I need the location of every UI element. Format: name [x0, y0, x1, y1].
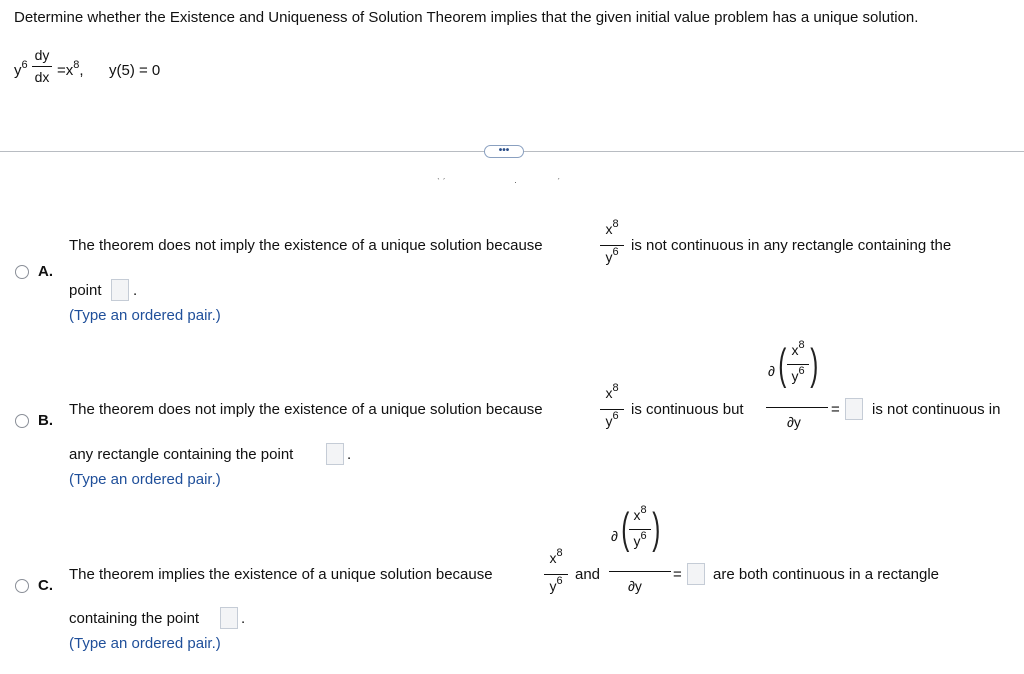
partial-symbol: ∂ [611, 528, 618, 544]
option-c-hint: (Type an ordered pair.) [69, 635, 221, 652]
frac-y-exp: 6 [556, 575, 563, 587]
option-a-line2: point [69, 282, 102, 299]
option-a-hint: (Type an ordered pair.) [69, 307, 221, 324]
frac-x-exp: 8 [640, 504, 647, 516]
eq-y: y [14, 62, 22, 79]
option-c-derivative-input[interactable] [687, 563, 705, 585]
eq-x: x [65, 62, 74, 79]
frac-y: y [605, 413, 613, 429]
partial-artifact: ˊ [557, 177, 560, 187]
option-c-text-mid: and [575, 566, 601, 583]
partial-symbol: ∂ [768, 363, 775, 379]
frac-y-exp: 6 [798, 365, 805, 377]
question-prompt: Determine whether the Existence and Uniqueness of Solution Theorem implies that the given initial value problem has a unique solution. [14, 9, 919, 26]
partial-dy: ∂y [628, 578, 642, 594]
right-paren: ) [652, 504, 661, 553]
eq-y-exp: 6 [21, 59, 28, 71]
frac-x: x [605, 221, 613, 237]
partial-artifact: · [514, 177, 517, 187]
option-b-fraction [600, 381, 624, 439]
inner-fraction [787, 340, 809, 392]
frac-y: y [605, 249, 613, 265]
option-b-radio[interactable] [15, 414, 29, 428]
frac-x: x [549, 550, 557, 566]
frac-y: y [791, 368, 799, 384]
frac-x-exp: 8 [612, 382, 619, 394]
option-c-radio[interactable] [15, 579, 29, 593]
option-a-radio[interactable] [15, 265, 29, 279]
option-c-equals: = [673, 566, 682, 583]
option-c-text-after: are both continuous in a rectangle [713, 566, 939, 583]
right-paren: ) [810, 340, 819, 389]
eq-dx: dx [34, 69, 50, 85]
frac-x-exp: 8 [798, 339, 805, 351]
option-c-line2: containing the point [69, 610, 200, 627]
option-b-derivative-input[interactable] [845, 398, 863, 420]
partial-artifact: ˋ ˊ [437, 177, 446, 187]
frac-y-exp: 6 [612, 410, 619, 422]
option-a-text-after: is not continuous in any rectangle containing the [631, 237, 952, 254]
option-b-text-mid: is continuous but [631, 401, 744, 418]
option-a-period: . [133, 282, 138, 299]
partial-bar [609, 571, 671, 572]
frac-y: y [633, 533, 641, 549]
option-c-text-before: The theorem implies the existence of a unique solution because [69, 566, 493, 583]
option-b-letter[interactable]: B. [38, 412, 53, 429]
frac-x-exp: 8 [556, 547, 563, 559]
left-paren: ( [621, 504, 630, 553]
frac-x: x [633, 507, 641, 523]
option-b-equals: = [831, 401, 840, 418]
option-b-line2: any rectangle containing the point [69, 446, 294, 463]
option-b-text-after: is not continuous in [872, 401, 1001, 418]
option-b-text-before: The theorem does not imply the existence of a unique solution because [69, 401, 543, 418]
option-c-period: . [241, 610, 246, 627]
option-a-letter[interactable]: A. [38, 263, 53, 280]
option-c-fraction [544, 546, 568, 604]
eq-x-exp: 8 [73, 59, 80, 71]
option-c-point-input[interactable] [220, 607, 238, 629]
option-b-period: . [347, 446, 352, 463]
option-b-point-input[interactable] [326, 443, 344, 465]
eq-dy: dy [34, 47, 50, 63]
frac-x-exp: 8 [612, 218, 619, 230]
partial-bar [766, 407, 828, 408]
inner-fraction [629, 505, 651, 557]
more-options-button[interactable]: ••• [484, 145, 524, 158]
eq-initial-condition: y(5) = 0 [109, 62, 161, 79]
frac-y: y [549, 578, 557, 594]
option-c-letter[interactable]: C. [38, 577, 53, 594]
eq-derivative-fraction [32, 48, 52, 88]
option-a-point-input[interactable] [111, 279, 129, 301]
frac-y-exp: 6 [640, 530, 647, 542]
left-paren: ( [778, 340, 787, 389]
eq-comma: , [79, 62, 84, 79]
option-a-fraction [600, 218, 624, 276]
frac-y-exp: 6 [612, 246, 619, 258]
option-b-hint: (Type an ordered pair.) [69, 471, 221, 488]
partial-dy: ∂y [787, 414, 801, 430]
frac-x: x [791, 342, 799, 358]
eq-equals: = [57, 62, 66, 79]
option-a-text-before: The theorem does not imply the existence of a unique solution because [69, 237, 543, 254]
frac-x: x [605, 385, 613, 401]
